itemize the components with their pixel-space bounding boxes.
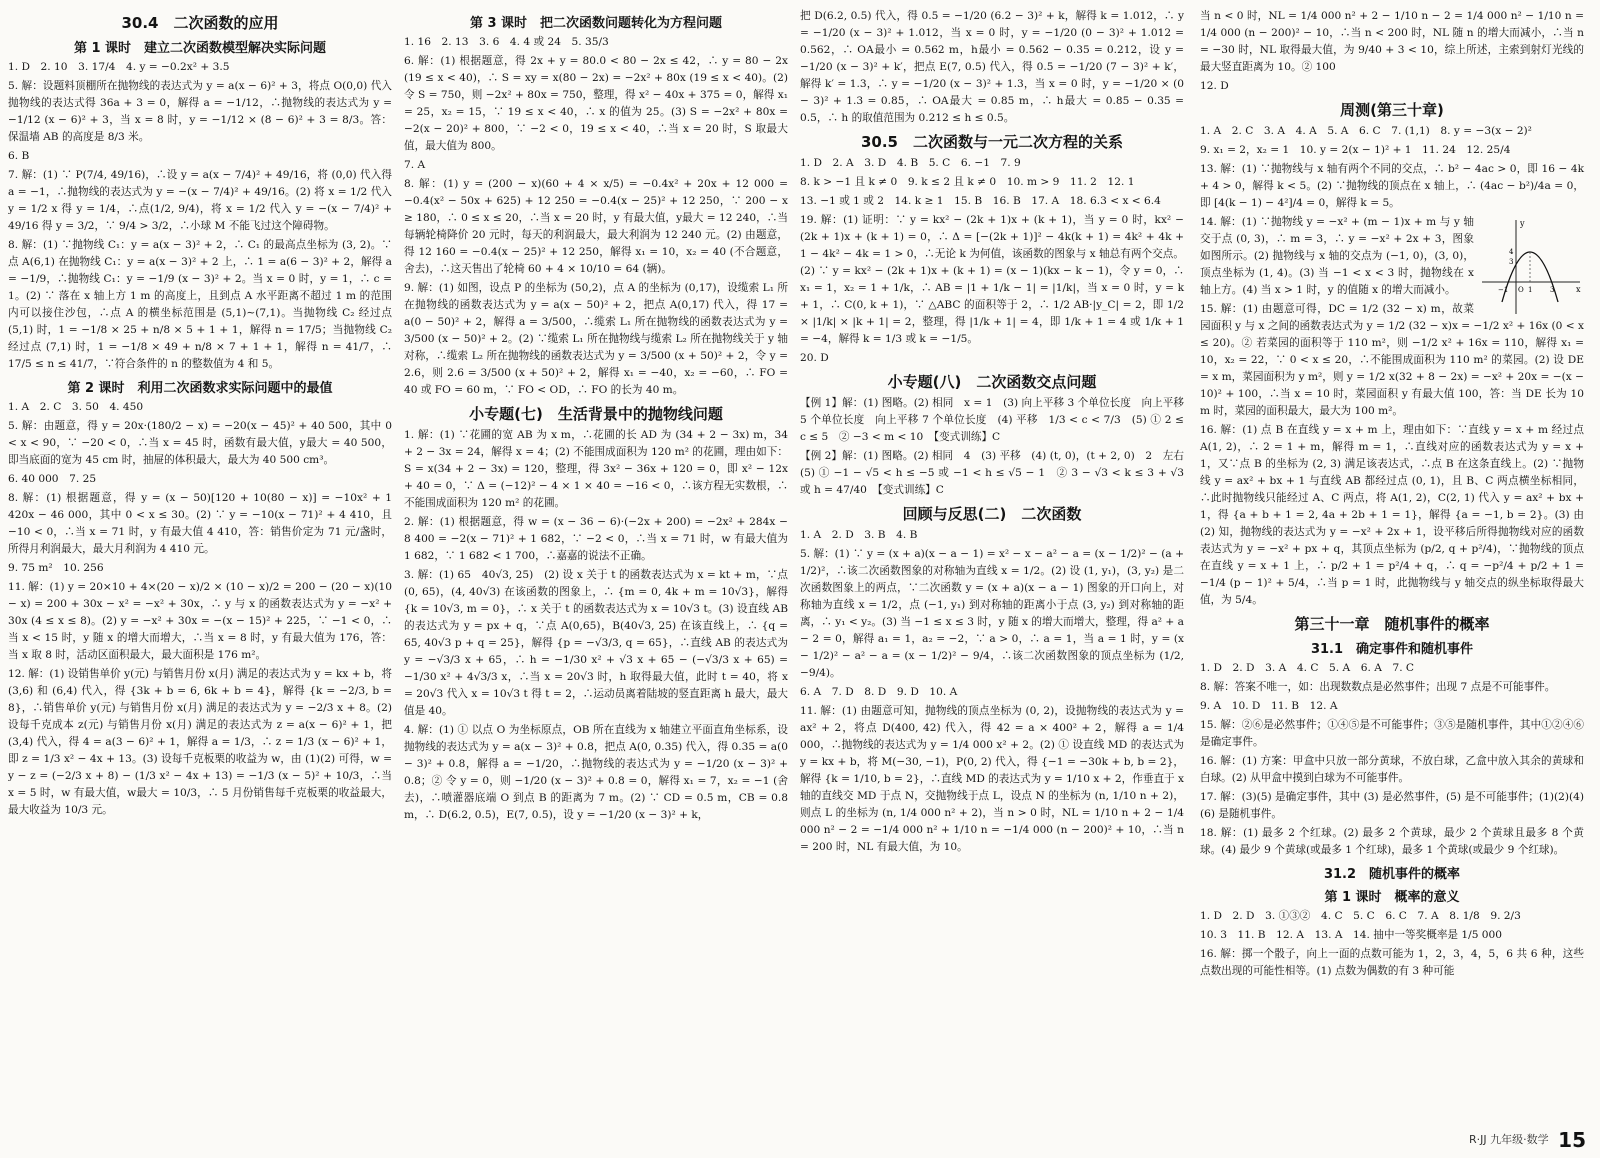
answer-solution: 14. 解：(1) ∵抛物线 y = −x² + (m − 1)x + m 与 y 轴交于点 (0, 3)，∴ m = 3，∴ y = −x² + 2x + 3，图象如图所示。(2) 抛物线与 x 轴的交点为 (−1, 0)，(3, 0)，顶点坐标为 (1, 4)。(3) 当 −1 < x < 3 时，抛物线在 x 轴上方。(4) 当 x > 1 时，y 的值随 x 的增大而减小。 <box>1200 216 1474 296</box>
answer-line: 12. D <box>1200 80 1229 92</box>
answer-solution: 2. 解：(1) 根据题意，得 w = (x − 36 − 6)·(−2x + 200) = −2x² + 284x − 8 400 = −2(x − 71)² + 1 682，∵ −2 < 0，∴当 x = 71 时，w 有最大值为 1 682，∵ 1 682 < 1 700，∴嘉嘉的说法不正确。 <box>404 516 788 562</box>
answer-solution: 12. 解：(1) 设销售单价 y(元) 与销售月份 x(月) 满足的表达式为 y = kx + b，将 (3,6) 和 (6,4) 代入，得 {3k + b = 6, 6k + b = 4}，解得 {k = −2/3, b = 8}，∴销售单价 y(元) 与销售月份 x(月) 满足的表达式为 y = −2/3 x + 8。(2) 设每千克成本 z(元) 与销售月份 x(月) 满足的表达式为 z = a(x − 6)² + 1，把 (3,4) 代入，得 4 = a(3 − 6)² + 1，解得 a = 1/3，∴ z = 1/3 (x − 6)² + 1，即 z = 1/3 x² − 4x + 13。(3) 设每千克板栗的收益为 w，由 (1)(2) 可得，w = y − z = (−2/3 x + 8) − (1/3 x² − 4x + 13) = −1/3 (x − 5)² + 10/3，∴当 x = 5 时，w 有最大值，w最大 = 10/3，∴ 5 月份销售每千克板栗的收益最大，最大收益为 10/3 元。 <box>8 668 392 816</box>
answer-solution: 5. 解：(1) ∵ y = (x + a)(x − a − 1) = x² − x − a² − a = (x − 1/2)² − (a + 1/2)²，∴该二次函数图象的对称轴为直线 x = 1/2。(2) 设 (1, y₁)，(3, y₂) 是二次函数图象上的两点，∵二次函数 y = (x + a)(x − a − 1) 图象的开口向上，对称轴为直线 x = 1/2，点 (−1, y₁) 到对称轴的距离小于点 (3, y₂) 到对称轴的距离，∴ y₁ < y₂。(3) 当 −1 ≤ x ≤ 3 时，y 随 x 的增大而增大，整理，得 a² + a − 2 = 0，解得 a₁ = 1，a₂ = −2，∵ a > 0，∴ a = 1，当 a = 1 时，y = (x − 1/2)² − a² − a = (x − 1/2)² − 9/4，∴该二次函数图象的顶点坐标为 (1/2, −9/4)。 <box>800 548 1184 679</box>
answer-solution: 8. 解：(1) 根据题意，得 y = (x − 50)[120 + 10(80 − x)] = −10x² + 1 420x − 46 000，其中 0 < x ≤ 30。(2) ∵ y = −10(x − 71)² + 4 410，且 −10 < 0，∴当 x = 71 时，y 有最大值 4 410，答：销售价定为 71 元/盏时，所得月利润最大，最大月利润为 4 410 元。 <box>8 492 392 555</box>
answer-line: 20. D <box>800 352 829 364</box>
graph-x-label: x <box>1576 285 1581 294</box>
answer-solution: 5. 解：设题料顶棚所在抛物线的表达式为 y = a(x − 6)² + 3，将点 O(0,0) 代入抛物线的表达式得 36a + 3 = 0，解得 a = −1/12，∴抛物线的表达式为 y = −1/12 (x − 6)² + 3，当 x = 8 时，y = −1/12 × (8 − 6)² + 3 = 8/3。答：保温墙 AB 的高度是 8/3 米。 <box>8 80 392 143</box>
lesson-heading: 第 3 课时 把二次函数问题转化为方程问题 <box>469 16 723 31</box>
answer-solution: 18. 解：(1) 最多 2 个红球。(2) 最多 2 个黄球，最少 2 个黄球且最多 8 个黄球。(4) 最少 9 个黄球(或最多 1 个红球)，最多 1 个黄球(或最少 9 个红球)。 <box>1200 827 1584 856</box>
lesson-heading: 第 1 课时 建立二次函数模型解决实际问题 <box>73 41 327 56</box>
answer-solution: 15. 解：②⑥是必然事件；①④⑤是不可能事件；③⑤是随机事件，其中①②④⑥是确定事件。 <box>1200 719 1584 748</box>
lesson-heading: 第 2 课时 利用二次函数求实际问题中的最值 <box>67 381 333 396</box>
answer-line: 1. A 2. C 3. 50 4. 450 <box>8 401 144 413</box>
graph-origin-label: O <box>1518 286 1524 294</box>
answer-solution: 1. 解：(1) ∵花圃的宽 AB 为 x m，∴花圃的长 AD 为 (34 + 2 − 3x) m，34 + 2 − 3x = 24，解得 x = 4；(2) 不能围成面积为 120 m² 的花圃，理由如下：S = x(34 + 2 − 3x) = 120，整理，得 3x² − 36x + 120 = 0，即 x² − 12x + 40 = 0，∵ Δ = (−12)² − 4 × 1 × 40 = −16 < 0，∴该方程无实数根，∴不能围成面积为 120 m² 的花圃。 <box>404 429 788 509</box>
answer-solution: 6. 解：(1) 根据题意，得 2x + y = 80.0 < 80 − 2x ≤ 42，∴ y = 80 − 2x (19 ≤ x < 40)，∴ S = xy = x(80 − 2x) = −2x² + 80x (19 ≤ x < 40)。(2) 令 S = 750，则 −2x² + 80x = 750，整理，得 x² − 40x + 375 = 0，解得 x₁ = 25，x₂ = 15，∵ 19 ≤ x < 40，∴ x 的值为 25。(3) S = −2x² + 80x = −2(x − 20)² + 800，∵ −2 < 0，19 ≤ x < 40，∴当 x = 20 时，S 取最大值，最大值为 800。 <box>404 55 788 152</box>
page-footer <box>1469 1128 1586 1152</box>
answer-line: 1. D 2. D 3. A 4. C 5. A 6. A 7. C <box>1200 662 1415 674</box>
footer-code: R·JJ 九年级·数学 <box>1469 1133 1549 1146</box>
answer-solution: 11. 解：(1) 由题意可知，抛物线的顶点坐标为 (0, 2)，设抛物线的表达式为 y = ax² + 2，将点 D(400, 42) 代入，得 42 = a × 400² + 2，解得 a = 1/4 000，∴抛物线的表达式为 y = 1/4 000 x² + 2。(2) ① 设直线 MD 的表达式为 y = kx + b，将 M(−30, −1)，P(0, 2) 代入，得 {−1 = −30k + b, b = 2}，解得 {k = 1/10, b = 2}，∴直线 MD 的表达式为 y = 1/10 x + 2，作垂直于 x 轴的直线交 MD 于点 N，交抛物线于点 L，设点 N 的坐标为 (n, 1/10 n + 2)，则点 L 的坐标为 (n, 1/4 000 n² + 2)，当 n > 0 时，NL = 1/10 n + 2 − 1/4 000 n² − 2 = −1/4 000 n² + 1/10 n = −1/4 000 (n − 200)² + 10，∴当 n = 200 时，NL 有最大值，为 10。 <box>800 705 1184 853</box>
page-number: 15 <box>1558 1128 1586 1152</box>
answer-solution: 16. 解：掷一个骰子，向上一面的点数可能为 1，2，3，4，5，6 共 6 种，这些点数出现的可能性相等。(1) 点数为偶数的有 3 种可能 <box>1200 948 1584 977</box>
answer-line: 1. D 2. A 3. D 4. B 5. C 6. −1 7. 9 <box>800 157 1021 169</box>
answer-solution: 【例 2】解：(1) 图略。(2) 相同 4 (3) 平移 (4) (t, 0)，(t + 2, 0) 2 左右 (5) ① −1 − √5 < h ≤ −5 或 −1 < h ≤ √5 − 1 ② 3 − √3 < k ≤ 3 + √3 或 h = 47/40 【变式训练】C <box>800 450 1195 496</box>
answer-line: 6. A 7. D 8. D 9. D 10. A <box>800 686 958 698</box>
answer-solution: 15. 解：(1) 由题意可得，DC = 1/2 (32 − x) m，故菜园面积 y 与 x 之间的函数表达式为 y = 1/2 (32 − x)x = −1/2 x² + 16x (0 < x ≤ 20)。② 若菜园的面积等于 110 m²，则 −1/2 x² + 16x = 110，解得 x₁ = 10，x₂ = 22，∵ 0 < x ≤ 20，∴不能围成面积为 110 m² 的菜园。(2) 设 DE = x m，菜园面积为 y m²，则 y = 1/2 x(32 + 8 − 2x) = −x² + 20x = −(x − 10)² + 100，∴当 x = 10 时，菜园面积 y 有最大值 100，答：当 DE 长为 10 m 时，菜园的面积最大，最大为 100 m²。 <box>1200 303 1584 417</box>
answer-solution: 19. 解：(1) 证明：∵ y = kx² − (2k + 1)x + (k + 1)，当 y = 0 时，kx² − (2k + 1)x + (k + 1) = 0，∴ Δ = [−(2k + 1)]² − 4k(k + 1) = 4k² + 4k + 1 − 4k² − 4k = 1 > 0，∴无论 k 为何值，该函数的图象与 x 轴总有两个交点。(2) ∵ y = kx² − (2k + 1)x + (k + 1) = (x − 1)(kx − k − 1)，令 y = 0，∴ x₁ = 1，x₂ = 1 + 1/k，∴ AB = |1 + 1/k − 1| = |1/k|，当 x = 0 时，y = k + 1，∴ C(0, k + 1)，∵ △ABC 的面积等于 2，∴ 1/2 AB·|y_C| = 2，即 1/2 × |1/k| × |k + 1| = 2，整理，得 |1/k + 1| = 4，即 1/k + 1 = 4 或 1/k + 1 = −4，解得 k = 1/3 或 k = −1/5。 <box>800 214 1184 345</box>
answer-line: 1. D 2. 10 3. 17/4 4. y = −0.2x² + 3.5 <box>8 61 230 73</box>
answer-line: 13. −1 或 1 或 2 14. k ≥ 1 15. B 16. B 17. A 18. 6.3 < x < 6.4 <box>800 195 1161 207</box>
section-heading: 31.1 确定事件和随机事件 <box>1310 642 1474 657</box>
graph-y-label: y <box>1520 219 1525 228</box>
graph-tick-x-3: 3 <box>1550 286 1555 294</box>
answer-solution: 【例 1】解：(1) 图略。(2) 相同 x = 1 (3) 向上平移 3 个单位长度 向上平移 5 个单位长度 向上平移 7 个单位长度 (4) 平移 1/3 < c < 7/3 (5) ① 2 ≤ c ≤ 5 ② −3 < m < 10 【变式训练】C <box>800 397 1184 443</box>
column-3 <box>800 8 1195 1150</box>
answer-solution: 3. 解：(1) 65 40√3, 25) (2) 设 x 关于 t 的函数表达式为 x = kt + m，∵点 (0, 65)，(4, 40√3) 在该函数的图象上，∴ {m = 0, 4k + m = 10√3}，解得 {k = 10√3, m = 0}，∴ x 关于 t 的函数表达式为 x = 10√3 t。(3) 设直线 AB 的表达式为 y = px + q，∵点 A(0,65)，B(40√3, 25) 在该直线上，∴ {q = 65, 40√3 p + q = 25}，解得 {p = −√3/3, q = 65}，∴直线 AB 的表达式为 y = −√3/3 x + 65，∴ h = −1/30 x² + √3 x + 65 − (−√3/3 x + 65) = −1/30 x² + 4√3/3 x，∴当 x = 20√3 时，h 取得最大值，此时 t = 40，将 x = 20√3 代入 x = 10√3 t 得 t = 2，∴运动员离着陆坡的竖直距离 h 最大，最大值是 40。 <box>404 569 788 717</box>
answer-solution: 5. 解：由题意，得 y = 20x·(180/2 − x) = −20(x − 45)² + 40 500，其中 0 < x < 90，∵ −20 < 0，∴当 x = 45 时，函数有最大值，y最大 = 40 500，即当底面的宽为 45 cm 时，抽屉的体积最大，最大为 40 500 cm³。 <box>8 420 392 466</box>
column-2 <box>404 8 788 1150</box>
answer-line: 1. A 2. C 3. A 4. A 5. A 6. C 7. (1,1) 8. y = −3(x − 2)² <box>1200 125 1532 137</box>
section-heading: 回顾与反思(二) 二次函数 <box>902 505 1082 523</box>
answer-solution: 8. 解：(1) ∵抛物线 C₁：y = a(x − 3)² + 2，∴ C₁ 的最高点坐标为 (3, 2)。∵点 A(6,1) 在抛物线 C₁：y = a(x − 3)² + 2 上，∴ 1 = a(6 − 3)² + 2，解得 a = −1/9，∴抛物线 C₁：y = −1/9 (x − 3)² + 2。当 x = 0 时，y = 1，∴ c = 1。(2) ∵ 落在 x 轴上方 1 m 的高度上，且到点 A 水平距离不超过 1 m 的范围内可以接住沙包，∴点 A 的横坐标范围是 (5,1)∼(7,1)。当抛物线 C₂ 经过点 (5,1) 时，1 = −1/8 × 25 + n/8 × 5 + 1 + 1，解得 n = 17/5；当抛物线 C₂ 经过点 (7,1) 时，1 = −1/8 × 49 + n/8 × 7 + 1 + 1，解得 n = 41/7，∴ 17/5 ≤ n ≤ 41/7，∵符合条件的 n 的整数值为 4 和 5。 <box>8 239 392 370</box>
answer-line: 9. 75 m² 10. 256 <box>8 562 104 574</box>
column-4 <box>1200 8 1584 1150</box>
answer-line: 1. D 2. D 3. ①③② 4. C 5. C 6. C 7. A 8. 1/8 9. 2/3 <box>1200 910 1521 922</box>
answer-line: 8. k > −1 且 k ≠ 0 9. k ≤ 2 且 k ≠ 0 10. m > 9 11. 2 12. 1 <box>800 176 1135 188</box>
answer-line: 7. A <box>404 159 426 171</box>
answer-line: 6. B <box>8 150 30 162</box>
answer-solution: 9. 解：(1) 如图，设点 P 的坐标为 (50,2)，点 A 的坐标为 (0,17)，设缆索 L₁ 所在抛物线的函数表达式为 y = a(x − 50)² + 2，把点 A(0,17) 代入，得 17 = a(0 − 50)² + 2，解得 a = 3/500，∴缆索 L₁ 所在抛物线的函数表达式为 y = 3/500 (x − 50)² + 2。(2) ∵缆索 L₁ 所在抛物线与缆索 L₂ 所在抛物线关于 y 轴对称，∴缆索 L₂ 所在抛物线的函数表达式为 y = 3/500 (x + 50)² + 2，令 y = 2.6，则 2.6 = 3/500 (x + 50)² + 2，解得 x₁ = −40，x₂ = −60，∴ FO = 40 或 FO = 60 m，∵ FO < OD，∴ FO 的长为 40 m。 <box>404 282 788 396</box>
answer-solution: 16. 解：(1) 方案：甲盒中只放一部分黄球，不放白球，乙盒中放入其余的黄球和白球。(2) 从甲盒中摸到白球为不可能事件。 <box>1200 755 1584 784</box>
section-heading: 周测(第三十章) <box>1340 101 1444 119</box>
graph-tick-x-1: 1 <box>1528 286 1533 294</box>
answer-solution: 11. 解：(1) y = 20×10 + 4×(20 − x)/2 × (10 − x)/2 = 200 − (20 − x)(10 − x) = 200 + 30x − x² = −x² + 30x，∴ y 与 x 的函数表达式为 y = −x² + 30x (4 ≤ x ≤ 8)。(2) y = −x² + 30x = −(x − 15)² + 225，∵ −1 < 0，∴当 x < 15 时，y 随 x 的增大而增大，∴当 x = 8 时，y 有最大值为 176，答：当 x 取 8 时，活动区面积最大，最大面积是 176 m²。 <box>8 581 392 661</box>
answer-line: 1. A 2. D 3. B 4. B <box>800 529 918 541</box>
lesson-heading: 第 1 课时 概率的意义 <box>1324 890 1460 905</box>
answer-solution: 13. 解：(1) ∵抛物线与 x 轴有两个不同的交点，∴ b² − 4ac > 0，即 16 − 4k + 4 > 0，解得 k < 5。(2) ∵抛物线的顶点在 x 轴上，∴ (4ac − b²)/4a = 0，即 [4(k − 1) − 4²]/4 = 0，解得 k = 5。 <box>1200 163 1584 209</box>
answer-solution: 16. 解：(1) 点 B 在直线 y = x + m 上，理由如下：∵直线 y = x + m 经过点 A(1, 2)，∴ 2 = 1 + m，解得 m = 1，∴直线对应的函数表达式为 y = x + 1，又∵点 B 的坐标为 (2, 3) 满足该表达式，∴点 B 在这条直线上。(2) ∵抛物线 y = ax² + bx + 1 与直线 AB 都经过点 (0, 1)，且 B、C 两点横坐标相同，∴此时抛物线只能经过 A、C 两点，将 A(1, 2)，C(2, 1) 代入 y = ax² + bx + 1，得 {a + b + 1 = 2, 4a + 2b + 1 = 1}，解得 {a = −1, b = 2}。(3) 由 (2) 知，抛物线的表达式为 y = −x² + 2x + 1，设平移后所得抛物线对应的函数表达式为 y = −x² + px + q，其顶点坐标为 (p/2, q + p²/4)，∵抛物线的顶点在直线 y = x + 1 上，∴ p/2 + 1 = p²/4 + q，∴ q = −p²/4 + p/2 + 1 = −1/4 (p − 1)² + 5/4，∴当 p = 1 时，此抛物线与 y 轴交点的纵坐标取得最大值，为 5/4。 <box>1200 424 1584 606</box>
answer-solution: 17. 解：(3)(5) 是确定事件，其中 (3) 是必然事件，(5) 是不可能事件；(1)(2)(4)(6) 是随机事件。 <box>1200 791 1584 820</box>
answer-solution: 8. 解：(1) y = (200 − x)(60 + 4 × x/5) = −0.4x² + 20x + 12 000 = −0.4(x² − 50x + 625) + 12 250 = −0.4(x − 25)² + 12 250，∵ 200 − x ≥ 180，∴ 0 ≤ x ≤ 20，∴当 x = 20 时，y 有最大值，y最大 = 12 240，∴当每辆轮椅降价 20 元时，每天的利润最大，最大利润为 12 240 元。(2) 由题意，得 12 160 = −0.4(x − 25)² + 12 250，解得 x₁ = 10，x₂ = 40 (不合题意，舍去)，∴这天售出了轮椅 60 + 4 × 10/10 = 64 (辆)。 <box>404 178 788 275</box>
section-heading: 31.2 随机事件的概率 <box>1323 867 1461 882</box>
section-heading: 小专题(七) 生活背景中的抛物线问题 <box>469 405 723 423</box>
section-heading: 30.5 二次函数与一元二次方程的关系 <box>860 133 1123 151</box>
answer-solution: 4. 解：(1) ① 以点 O 为坐标原点，OB 所在直线为 x 轴建立平面直角坐标系，设抛物线的表达式为 y = a(x − 3)² + 0.8，把点 A(0, 0.35) 代入，得 0.35 = a(0 − 3)² + 0.8，解得 a = −1/20，∴抛物线的表达式为 y = −1/20 (x − 3)² + 0.8；② 令 y = 0，则 −1/20 (x − 3)² + 0.8 = 0，解得 x₁ = 7，x₂ = −1 (舍去)，∴喷灌器底端 O 到点 B 的距离为 7 m。(2) ∵ CD = 0.5 m，CB = 0.8 m，∴ D(6.2, 0.5)，E(7, 0.5)，设 y = −1/20 (x − 3)² + k， <box>404 724 788 821</box>
answer-line: 1. 16 2. 13 3. 6 4. 4 或 24 5. 35/3 <box>404 36 609 48</box>
answer-solution: 把 D(6.2, 0.5) 代入，得 0.5 = −1/20 (6.2 − 3)² + k，解得 k = 1.012，∴ y = −1/20 (x − 3)² + 1.012，当 x = 0 时，y = −1/20 (0 − 3)² + 1.012 = 0.562，∴ OA最小 = 0.562 m，h最小 = 0.562 − 0.35 = 0.212，设 y = −1/20 (x − 3)² + k′，把点 E(7, 0.5) 代入，得 0.5 = −1/20 (7 − 3)² + k′，解得 k′ = 1.3，∴ y = −1/20 (x − 3)² + 1.3，当 x = 0 时，y = −1/20 × (0 − 3)² + 1.3 = 0.85，∴ OA最大 = 0.85 m，∴ h最大 = 0.85 − 0.35 = 0.5，∴ h 的取值范围为 0.212 ≤ h ≤ 0.5。 <box>800 10 1184 124</box>
answer-line: 9. A 10. D 11. B 12. A <box>1200 700 1338 712</box>
answer-solution: 当 n < 0 时，NL = 1/4 000 n² + 2 − 1/10 n − 2 = 1/4 000 n² − 1/10 n = 1/4 000 (n − 200)² − 10，∴当 n < 200 时，NL 随 n 的增大而减小，∴当 n = −30 时，NL 取得最大值，为 9/40 + 3 < 10，综上所述，主索到射灯光线的最大竖直距离为 10。② 100 <box>1200 10 1584 73</box>
answer-solution: 7. 解：(1) ∵ P(7/4, 49/16)，∴设 y = a(x − 7/4)² + 49/16，将 (0,0) 代入得 a = −1，∴抛物线的表达式为 y = −(x − 7/4)² + 49/16。(2) 将 x = 1/2 代入 y = 1/2 x 得 y = 1/4，∴点(1/2, 9/4)，将 x = 1/2 代入 y = −(x − 7/4)² + 49/16 得 y = 3/2，∵ 9/4 > 3/2，∴小球 M 不能飞过这个障碍物。 <box>8 169 392 232</box>
answer-line: 9. x₁ = 2，x₂ = 1 10. y = 2(x − 1)² + 1 11. 24 12. 25/4 <box>1200 144 1511 156</box>
column-1 <box>8 8 392 1150</box>
chapter-heading: 第三十一章 随机事件的概率 <box>1294 615 1490 633</box>
section-heading: 小专题(八) 二次函数交点问题 <box>887 373 1097 391</box>
section-heading: 30.4 二次函数的应用 <box>121 14 279 32</box>
graph-tick-y-4: 4 <box>1509 248 1514 256</box>
parabola-graph <box>1480 216 1584 316</box>
graph-tick-y-3: 3 <box>1509 258 1514 266</box>
answer-solution: 8. 解：答案不唯一，如：出现数数点是必然事件；出现 7 点是不可能事件。 <box>1200 681 1556 693</box>
graph-tick-x-neg1: −1 <box>1498 286 1509 294</box>
answer-line: 6. 40 000 7. 25 <box>8 473 97 485</box>
answer-line: 10. 3 11. B 12. A 13. A 14. 抽中一等奖概率是 1/5 000 <box>1200 929 1503 941</box>
